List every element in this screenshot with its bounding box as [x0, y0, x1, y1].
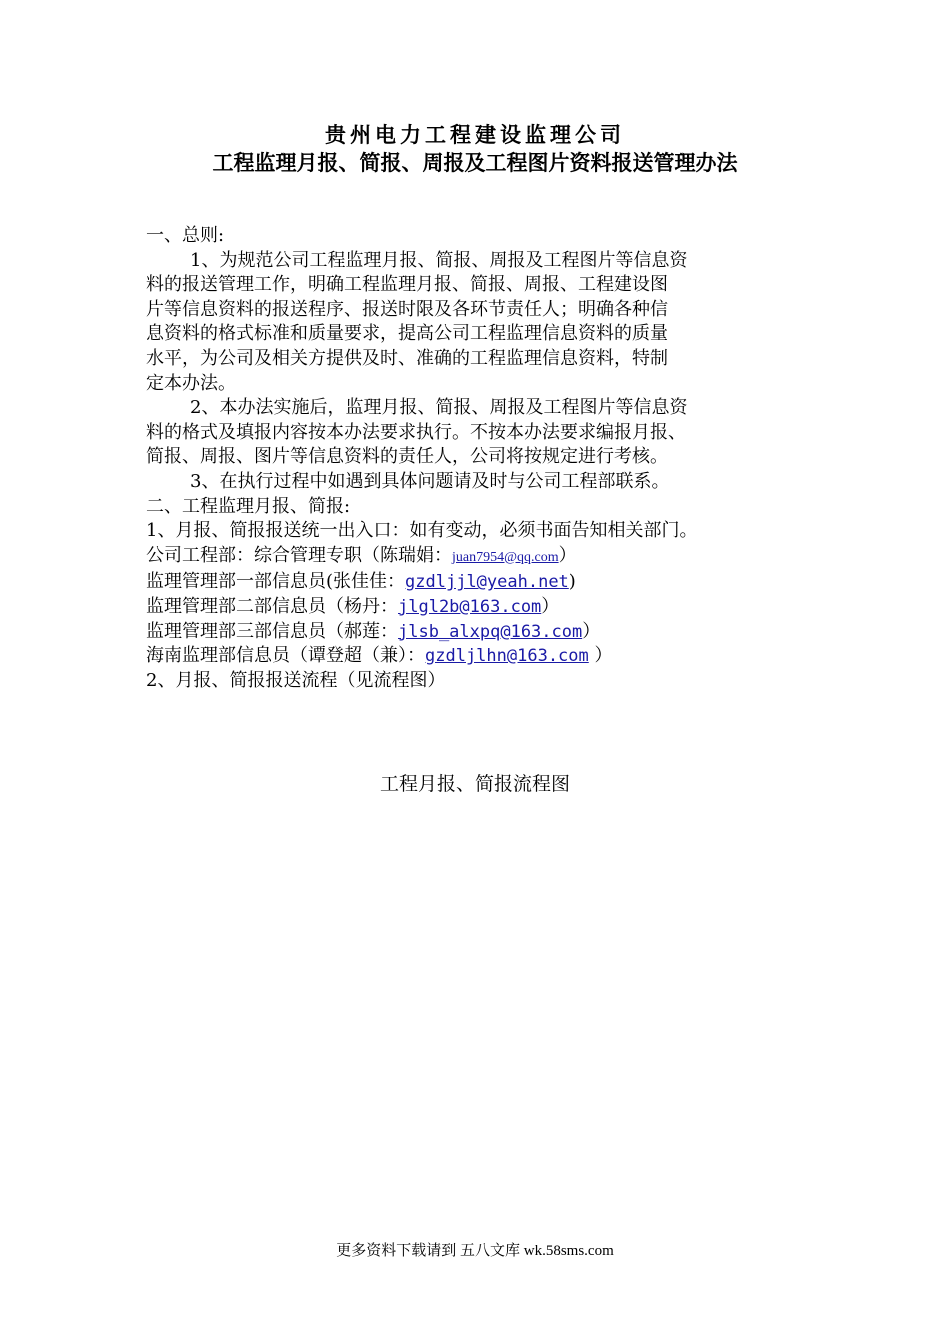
document-title: 工程监理月报、简报、周报及工程图片资料报送管理办法	[212, 150, 738, 175]
section2-item2: 2、月报、简报报送流程（见流程图）	[146, 669, 446, 691]
contact-label: 海南监理部信息员（谭登超（兼）：	[146, 645, 425, 667]
contact-suffix: ）	[582, 620, 601, 642]
contact-suffix: ）	[588, 645, 613, 667]
email-link[interactable]: jlsb_alxpq@163.com	[398, 621, 583, 642]
contact-label: 监理管理部一部信息员(张佳佳：	[146, 571, 406, 593]
email-link[interactable]: gzdljjl@yeah.net	[405, 572, 569, 593]
contact-suffix: ）	[541, 595, 560, 617]
section1-p3: 3、在执行过程中如遇到具体问题请及时与公司工程部联系。	[190, 470, 670, 492]
section1-p1-line: 息资料的格式标准和质量要求，提高公司工程监理信息资料的质量	[146, 323, 668, 345]
contact-label: 公司工程部：综合管理专职（陈瑞娟：	[146, 544, 452, 566]
section1-p1-line: 定本办法。	[146, 372, 236, 394]
section1-p1-line: 料的报送管理工作，明确工程监理月报、简报、周报、工程建设图	[146, 274, 668, 296]
section1-p2-line: 料的格式及填报内容按本办法要求执行。不按本办法要求编报月报、	[146, 421, 686, 443]
contact-line	[146, 544, 826, 571]
document-body	[146, 224, 826, 693]
contact-line	[146, 644, 826, 669]
contact-suffix: )	[568, 571, 576, 593]
section2-heading: 二、工程监理月报、简报:	[146, 495, 351, 517]
contact-suffix: ）	[558, 544, 577, 566]
section1-p2-line: 2、本办法实施后，监理月报、简报、周报及工程图片等信息资	[190, 397, 688, 419]
company-name: 贵州电力工程建设监理公司	[325, 122, 625, 147]
section1-p1-line: 片等信息资料的报送程序、报送时限及各环节责任人；明确各种信	[146, 298, 668, 320]
email-link[interactable]: jlgl2b@163.com	[398, 596, 542, 617]
email-link[interactable]: gzdljlhn@163.com	[425, 646, 589, 667]
section1-p1-line: 1、为规范公司工程监理月报、简报、周报及工程图片等信息资	[190, 249, 688, 271]
contact-label: 监理管理部三部信息员（郝莲：	[146, 620, 398, 642]
email-link[interactable]: juan7954@qq.com	[452, 549, 559, 565]
section1-p1-line: 水平，为公司及相关方提供及时、准确的工程监理信息资料，特制	[146, 347, 668, 369]
section1-p2-line: 简报、周报、图片等信息资料的责任人，公司将按规定进行考核。	[146, 446, 668, 468]
page-footer: 更多资料下载请到 五八文库 wk.58sms.com	[336, 1243, 614, 1259]
flowchart-title: 工程月报、简报流程图	[379, 773, 570, 795]
contact-line	[146, 620, 826, 645]
contact-label: 监理管理部二部信息员（杨丹：	[146, 595, 398, 617]
section1-heading: 一、总则:	[146, 225, 225, 246]
section2-item1: 1、月报、简报报送统一出入口：如有变动，必须书面告知相关部门。	[146, 520, 698, 542]
contact-line	[146, 595, 826, 620]
contact-line	[146, 570, 826, 595]
